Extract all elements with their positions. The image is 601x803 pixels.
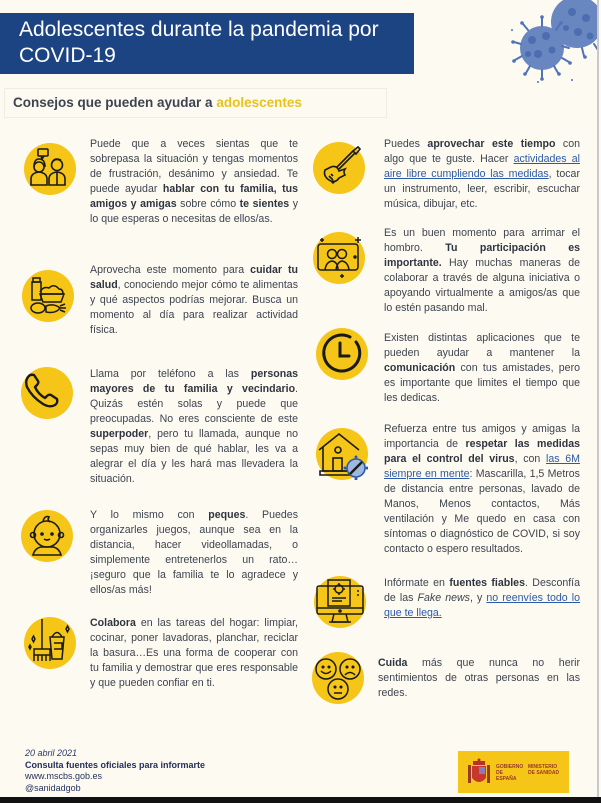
page-title: Adolescentes durante la pandemia por COVID-19	[0, 13, 414, 74]
tip-link[interactable]: no reenvíes todo lo que te llega.	[384, 592, 580, 619]
tip-text: Aprovecha este momento para cuidar tu salud, conociendo mejor cómo te alimentas y qué aspectos podrías mejorar. Busca un momento al día para realizar actividad física.	[90, 264, 298, 336]
emphasis-text: aprovechar este tiempo	[427, 138, 556, 150]
virus-illustration-icon	[502, 0, 597, 90]
footer-official-sources: Consulta fuentes oficiales para informarte	[25, 759, 206, 770]
coat-of-arms-icon	[466, 757, 492, 787]
tip-link[interactable]: actividades al aire libre cumpliendo las medidas	[384, 153, 580, 180]
subtitle-highlight: adolescentes	[216, 95, 302, 110]
video-call-selfie-icon	[313, 232, 365, 284]
emphasis-text: Tu participación es importante.	[384, 242, 580, 269]
italic-text: Fake news	[417, 592, 470, 604]
emphasis-text: Cuida	[378, 657, 408, 669]
emphasis-text: respetar las medidas para el control del virus	[384, 438, 580, 465]
tip-text: Infórmate en fuentes fiables. Desconfía de las Fake news, y no reenvíes todo lo que te llega.	[384, 577, 581, 619]
clock-icon	[316, 328, 368, 380]
baby-face-icon	[21, 510, 73, 562]
government-logo	[458, 751, 569, 793]
footer-twitter-handle[interactable]: @sanidadgob	[25, 782, 81, 793]
tip-text: Es un buen momento para arrimar el hombro. Tu participación es importante. Hay muchas maneras de colaborar a través de alguna iniciativa o apoyando virtualmente a amigos/as que lo estén pasando mal.	[384, 227, 580, 314]
phone-icon	[21, 367, 73, 419]
publication-date: 20 abril 2021	[25, 748, 78, 758]
house-no-virus-icon	[316, 428, 368, 480]
emoji-faces-icon	[312, 652, 364, 704]
tip-text: Y lo mismo con peques. Puedes organizarles juegos, aunque sea en la distancia, hacer videollamadas, o simplemente entretenerlos un rato… ¡seguro que la familia te lo agradece y ellos/as más!	[90, 509, 298, 596]
emphasis-text: comunicación	[384, 362, 456, 374]
logo-ministerio-text: MINISTERIO DE SANIDAD	[528, 764, 560, 776]
tip-text: Puede que a veces sientas que te sobrepasa la situación y tengas momentos de frustración, desánimo y ansiedad. Te puede ayudar hablar con tu familia, tus amigos y amigas sobre cómo te sientes y lo que esperas o necesitas de ellos/as.	[90, 138, 298, 225]
tip-link[interactable]: las 6M siempre en mente	[384, 453, 580, 480]
emphasis-text: personas mayores de tu familia y vecindario	[90, 368, 298, 395]
emphasis-text: Colabora	[90, 617, 136, 629]
section-subtitle	[4, 88, 387, 118]
footer	[25, 748, 205, 794]
emphasis-text: superpoder	[90, 428, 149, 440]
tip-text: Colabora en las tareas del hogar: limpiar, cocinar, poner lavadoras, planchar, reciclar la basura…Es una forma de cooperar con tu familia y demostrar que eres responsable y que pueden confiar en ti.	[90, 617, 298, 689]
tip-text: Existen distintas aplicaciones que te pueden ayudar a mantener la comunicación con tus amistades, pero es importante que limites el tiempo que les dedicas.	[384, 332, 580, 404]
healthy-food-icon	[22, 270, 74, 322]
tip-text: Llama por teléfono a las personas mayores de tu familia y vecindario. Quizás estén solas y puede que preocupadas. No eres consciente de este superpoder, pero tu llamada, aunque no sepas muy bien de qué hablar, les va a alegrar el día y les hará mas llevadera la situación.	[90, 368, 298, 485]
emphasis-text: cuidar tu salud	[90, 264, 298, 291]
bottom-border	[0, 797, 601, 803]
emphasis-text: peques	[208, 509, 246, 521]
people-talking-icon	[24, 143, 76, 195]
emphasis-text: fuentes fiables	[449, 577, 525, 589]
logo-gobierno-text: GOBIERNO DE ESPAÑA	[496, 764, 524, 782]
tip-text: Refuerza entre tus amigos y amigas la importancia de respetar las medidas para el control del virus, con las 6M siempre en mente: Mascarilla, 1,5 Metros de distancia entre personas, lavado de Manos, Menos contactos, Más ventilación y Me quedo en casa con síntomas o diagnóstico de COVID, si soy contacto o espero resultados.	[384, 423, 580, 555]
footer-website-link[interactable]: www.mscbs.gob.es	[25, 771, 103, 781]
tip-text: Cuida más que nunca no herir sentimientos de otras personas en las redes.	[378, 657, 580, 699]
tip-text: Puedes aprovechar este tiempo con algo que te guste. Hacer actividades al aire libre cumpliendo las medidas, tocar un instrumento, leer, escribir, escuchar música, dibujar, etc.	[384, 138, 581, 210]
emphasis-text: hablar con tu familia, tus amigos y amigas	[90, 183, 298, 210]
guitar-icon	[313, 142, 365, 194]
cleaning-broom-bucket-icon	[24, 617, 76, 669]
subtitle-prefix: Consejos que pueden ayudar a	[13, 95, 217, 110]
emphasis-text: te sientes	[239, 198, 290, 210]
computer-news-icon	[314, 576, 366, 628]
